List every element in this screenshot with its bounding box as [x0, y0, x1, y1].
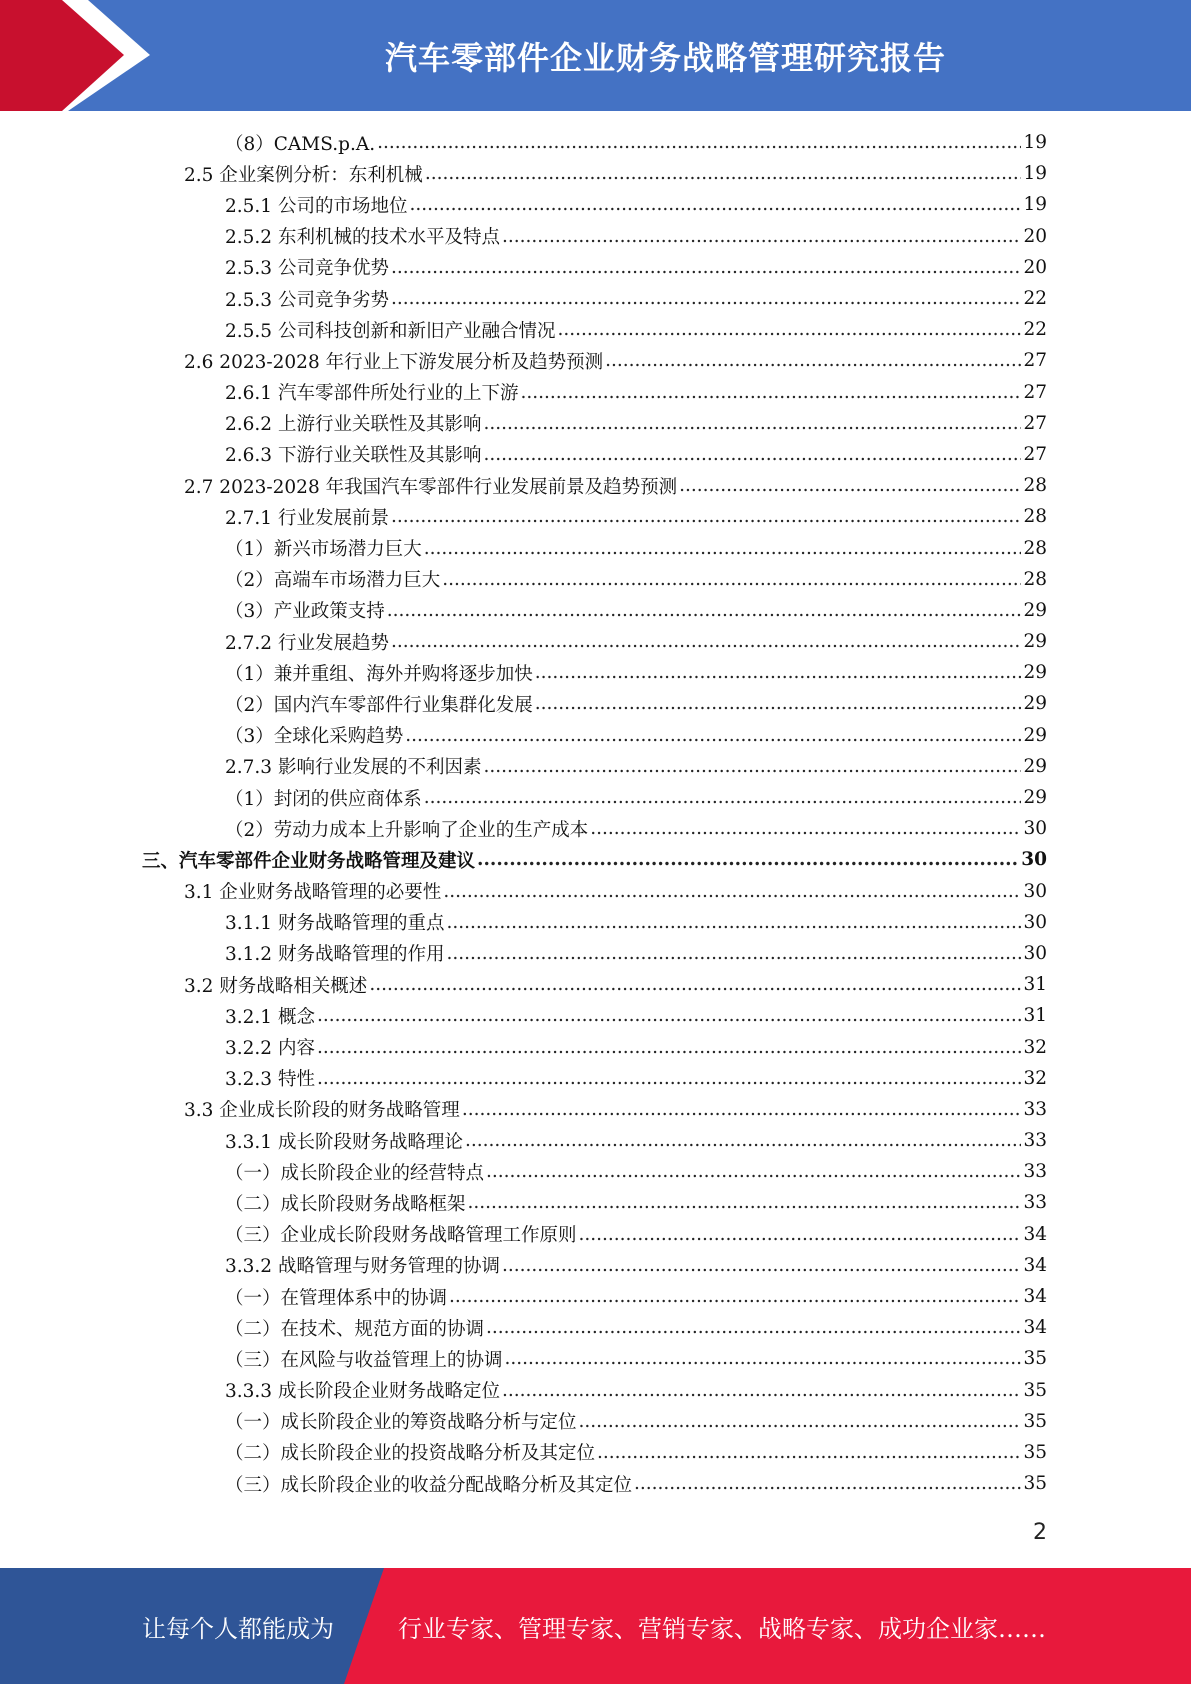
toc-entry-page: 30	[1023, 880, 1047, 902]
toc-dot-leader	[424, 538, 1022, 559]
toc-dot-leader	[605, 350, 1021, 371]
toc-entry[interactable]	[0, 189, 1191, 220]
toc-entry-page: 33	[1023, 1098, 1047, 1120]
toc-entry-page: 22	[1023, 288, 1047, 310]
toc-entry-title: 2.5.3 公司竞争优势	[225, 258, 389, 280]
toc-entry-title: （1）封闭的供应商体系	[225, 788, 422, 810]
toc-entry-page: 29	[1023, 724, 1047, 746]
toc-dot-leader	[579, 1224, 1022, 1245]
toc-entry-page: 35	[1023, 1348, 1047, 1370]
toc-entry[interactable]	[0, 1312, 1191, 1343]
toc-dot-leader	[391, 257, 1021, 278]
toc-entry-title: 2.5.5 公司科技创新和新旧产业融合情况	[225, 320, 556, 342]
toc-dot-leader	[425, 163, 1022, 184]
toc-dot-leader	[449, 1286, 1021, 1307]
toc-entry-title: （二）成长阶段财务战略框架	[225, 1193, 466, 1215]
toc-dot-leader	[679, 475, 1021, 496]
toc-entry-title: （2）高端车市场潜力巨大	[225, 570, 441, 592]
toc-dot-leader	[483, 444, 1021, 465]
toc-entry[interactable]	[0, 938, 1191, 969]
toc-entry-title: 3.2.1 概念	[225, 1006, 315, 1028]
toc-entry-title: 3.1 企业财务战略管理的必要性	[184, 882, 442, 904]
toc-entry-title: 三、汽车零部件企业财务战略管理及建议	[142, 850, 476, 872]
toc-entry-title: （3）产业政策支持	[225, 601, 385, 623]
toc-entry-title: （2）国内汽车零部件行业集群化发展	[225, 694, 533, 716]
toc-entry[interactable]	[0, 1187, 1191, 1218]
toc-dot-leader	[446, 943, 1021, 964]
toc-entry-title: （一）成长阶段企业的经营特点	[225, 1162, 485, 1184]
toc-entry[interactable]	[0, 1375, 1191, 1406]
footer-slogan-right: 行业专家、管理专家、营销专家、战略专家、成功企业家……	[398, 1614, 1046, 1643]
toc-entry-title: （二）成长阶段企业的投资战略分析及其定位	[225, 1443, 596, 1465]
toc-entry-title: 3.2 财务战略相关概述	[184, 975, 368, 997]
toc-entry[interactable]	[0, 501, 1191, 532]
toc-entry-title: 3.1.1 财务战略管理的重点	[225, 913, 445, 935]
toc-entry-title: 2.6.3 下游行业关联性及其影响	[225, 445, 482, 467]
toc-entry-page: 30	[1021, 849, 1047, 871]
toc-entry-title: 2.7.2 行业发展趋势	[225, 632, 389, 654]
toc-dot-leader	[597, 1442, 1021, 1463]
toc-entry[interactable]	[0, 1406, 1191, 1437]
toc-entry-page: 27	[1023, 350, 1047, 372]
toc-dot-leader	[391, 506, 1021, 527]
toc-entry-title: 3.1.2 财务战略管理的作用	[225, 944, 445, 966]
toc-entry-page: 28	[1023, 537, 1047, 559]
toc-entry-page: 27	[1023, 381, 1047, 403]
toc-entry[interactable]	[0, 751, 1191, 782]
toc-entry-page: 33	[1023, 1130, 1047, 1152]
toc-entry-page: 32	[1023, 1036, 1047, 1058]
toc-entry-page: 19	[1023, 132, 1047, 154]
toc-entry[interactable]	[0, 1031, 1191, 1062]
toc-entry-title: 2.5.3 公司竞争劣势	[225, 289, 389, 311]
toc-entry-title: 3.2.2 内容	[225, 1038, 315, 1060]
toc-entry-page: 29	[1023, 787, 1047, 809]
toc-entry-page: 35	[1023, 1473, 1047, 1495]
toc-entry-title: 2.6 2023-2028 年行业上下游发展分析及趋势预测	[184, 351, 604, 373]
toc-dot-leader	[486, 1161, 1021, 1182]
toc-entry[interactable]	[0, 1219, 1191, 1250]
toc-entry[interactable]	[0, 595, 1191, 626]
toc-entry-page: 34	[1023, 1254, 1047, 1276]
toc-entry-page: 35	[1023, 1441, 1047, 1463]
toc-entry-page: 33	[1023, 1192, 1047, 1214]
toc-dot-leader	[409, 194, 1021, 215]
toc-entry[interactable]	[0, 782, 1191, 813]
toc-entry[interactable]	[0, 470, 1191, 501]
toc-entry[interactable]	[0, 158, 1191, 189]
toc-entry-page: 31	[1023, 1005, 1047, 1027]
toc-entry-page: 22	[1023, 319, 1047, 341]
toc-entry-page: 34	[1023, 1317, 1047, 1339]
toc-dot-leader	[505, 1348, 1022, 1369]
toc-entry-title: 2.6.1 汽车零部件所处行业的上下游	[225, 383, 519, 405]
toc-entry-title: 2.5.2 东利机械的技术水平及特点	[225, 227, 500, 249]
toc-entry[interactable]	[0, 1250, 1191, 1281]
page-number: 2	[1033, 1520, 1047, 1545]
toc-dot-leader	[391, 288, 1021, 309]
toc-entry-page: 19	[1023, 194, 1047, 216]
toc-entry-page: 29	[1023, 693, 1047, 715]
toc-entry[interactable]	[0, 1343, 1191, 1374]
toc-entry[interactable]	[0, 408, 1191, 439]
toc-entry-title: （三）企业成长阶段财务战略管理工作原则	[225, 1225, 577, 1247]
toc-dot-leader	[465, 1130, 1021, 1151]
toc-entry-page: 33	[1023, 1161, 1047, 1183]
toc-entry[interactable]	[0, 844, 1191, 875]
toc-dot-leader	[634, 1473, 1021, 1494]
toc-dot-leader	[579, 1411, 1022, 1432]
toc-entry-title: （一）在管理体系中的协调	[225, 1287, 448, 1309]
toc-entry-page: 30	[1023, 818, 1047, 840]
toc-entry-title: 3.2.3 特性	[225, 1069, 315, 1091]
toc-dot-leader	[535, 662, 1022, 683]
toc-dot-leader	[483, 413, 1021, 434]
toc-entry-title: 2.5.1 公司的市场地位	[225, 195, 408, 217]
toc-entry-page: 29	[1023, 599, 1047, 621]
toc-dot-leader	[391, 631, 1021, 652]
toc-entry-title: （8）CAMS.p.A.	[225, 133, 376, 155]
page-header	[0, 0, 1191, 111]
toc-dot-leader	[377, 132, 1021, 153]
toc-entry-page: 28	[1023, 506, 1047, 528]
toc-entry-title: 2.6.2 上游行业关联性及其影响	[225, 414, 482, 436]
toc-entry[interactable]	[0, 1468, 1191, 1499]
toc-entry[interactable]	[0, 314, 1191, 345]
toc-entry-title: 3.3.3 成长阶段企业财务战略定位	[225, 1381, 500, 1403]
toc-entry-title: （1）兼并重组、海外并购将逐步加快	[225, 663, 533, 685]
toc-entry-page: 29	[1023, 662, 1047, 684]
toc-entry-title: （一）成长阶段企业的筹资战略分析与定位	[225, 1412, 577, 1434]
toc-entry[interactable]	[0, 688, 1191, 719]
toc-entry-page: 32	[1023, 1067, 1047, 1089]
toc-entry-page: 29	[1023, 755, 1047, 777]
toc-entry-page: 19	[1023, 163, 1047, 185]
toc-entry[interactable]	[0, 907, 1191, 938]
toc-entry-title: 3.3.2 战略管理与财务管理的协调	[225, 1256, 500, 1278]
toc-entry[interactable]	[0, 1437, 1191, 1468]
toc-entry[interactable]	[0, 252, 1191, 283]
toc-dot-leader	[462, 1099, 1022, 1120]
toc-entry-title: （二）在技术、规范方面的协调	[225, 1318, 485, 1340]
toc-entry-title: （3）全球化采购趋势	[225, 726, 404, 748]
toc-entry[interactable]	[0, 345, 1191, 376]
toc-entry[interactable]	[0, 1094, 1191, 1125]
toc-entry-page: 28	[1023, 568, 1047, 590]
toc-entry[interactable]	[0, 876, 1191, 907]
toc-entry[interactable]	[0, 1281, 1191, 1312]
toc-entry[interactable]	[0, 439, 1191, 470]
toc-entry-page: 27	[1023, 412, 1047, 434]
toc-dot-leader	[317, 1005, 1022, 1026]
toc-entry-page: 35	[1023, 1410, 1047, 1432]
toc-entry[interactable]	[0, 720, 1191, 751]
toc-dot-leader	[387, 600, 1022, 621]
toc-entry-title: （1）新兴市场潜力巨大	[225, 539, 422, 561]
toc-entry-page: 29	[1023, 631, 1047, 653]
toc-dot-leader	[369, 974, 1021, 995]
toc-entry-page: 30	[1023, 911, 1047, 933]
toc-entry-title: （三）成长阶段企业的收益分配战略分析及其定位	[225, 1474, 633, 1496]
toc-dot-leader	[424, 787, 1022, 808]
toc-entry[interactable]	[0, 1000, 1191, 1031]
toc-dot-leader	[486, 1317, 1021, 1338]
toc-entry[interactable]	[0, 1125, 1191, 1156]
toc-entry[interactable]	[0, 1156, 1191, 1187]
toc-entry-page: 27	[1023, 443, 1047, 465]
toc-entry[interactable]	[0, 283, 1191, 314]
toc-entry-page: 35	[1023, 1379, 1047, 1401]
toc-entry-title: 3.3.1 成长阶段财务战略理论	[225, 1131, 463, 1153]
toc-dot-leader	[468, 1192, 1022, 1213]
toc-dot-leader	[502, 1255, 1021, 1276]
toc-dot-leader	[317, 1068, 1022, 1089]
toc-dot-leader	[520, 382, 1021, 403]
toc-dot-leader	[442, 569, 1021, 590]
toc-dot-leader	[477, 849, 1019, 870]
toc-entry[interactable]	[0, 221, 1191, 252]
toc-dot-leader	[443, 881, 1021, 902]
toc-entry-title: 2.7 2023-2028 年我国汽车零部件行业发展前景及趋势预测	[184, 476, 678, 498]
toc-entry[interactable]	[0, 1063, 1191, 1094]
toc-entry-page: 20	[1023, 225, 1047, 247]
toc-dot-leader	[446, 912, 1021, 933]
toc-dot-leader	[405, 725, 1021, 746]
toc-dot-leader	[483, 756, 1021, 777]
toc-entry-page: 31	[1023, 974, 1047, 996]
footer-slogan-left: 让每个人都能成为	[142, 1614, 334, 1643]
toc-entry[interactable]	[0, 813, 1191, 844]
toc-entry-page: 20	[1023, 256, 1047, 278]
toc-entry-title: （2）劳动力成本上升影响了企业的生产成本	[225, 819, 589, 841]
toc-entry[interactable]	[0, 127, 1191, 158]
toc-entry[interactable]	[0, 969, 1191, 1000]
toc-entry-page: 34	[1023, 1223, 1047, 1245]
toc-dot-leader	[317, 1037, 1022, 1058]
toc-entry[interactable]	[0, 532, 1191, 563]
toc-dot-leader	[535, 693, 1022, 714]
toc-entry-page: 34	[1023, 1286, 1047, 1308]
toc-dot-leader	[590, 818, 1021, 839]
report-title: 汽车零部件企业财务战略管理研究报告	[384, 38, 946, 77]
toc-entry-title: 2.7.1 行业发展前景	[225, 507, 389, 529]
toc-entry[interactable]	[0, 657, 1191, 688]
toc-entry-title: 3.3 企业成长阶段的财务战略管理	[184, 1100, 460, 1122]
page-footer	[0, 1568, 1191, 1684]
table-of-contents	[0, 127, 1191, 1499]
toc-dot-leader	[557, 319, 1021, 340]
toc-entry-page: 28	[1023, 475, 1047, 497]
toc-dot-leader	[502, 226, 1021, 247]
toc-entry[interactable]	[0, 626, 1191, 657]
toc-entry-title: 2.7.3 影响行业发展的不利因素	[225, 757, 482, 779]
toc-entry[interactable]	[0, 564, 1191, 595]
toc-entry-title: 2.5 企业案例分析：东利机械	[184, 164, 423, 186]
toc-entry-title: （三）在风险与收益管理上的协调	[225, 1349, 503, 1371]
toc-entry[interactable]	[0, 377, 1191, 408]
toc-entry-page: 30	[1023, 942, 1047, 964]
toc-dot-leader	[502, 1380, 1021, 1401]
